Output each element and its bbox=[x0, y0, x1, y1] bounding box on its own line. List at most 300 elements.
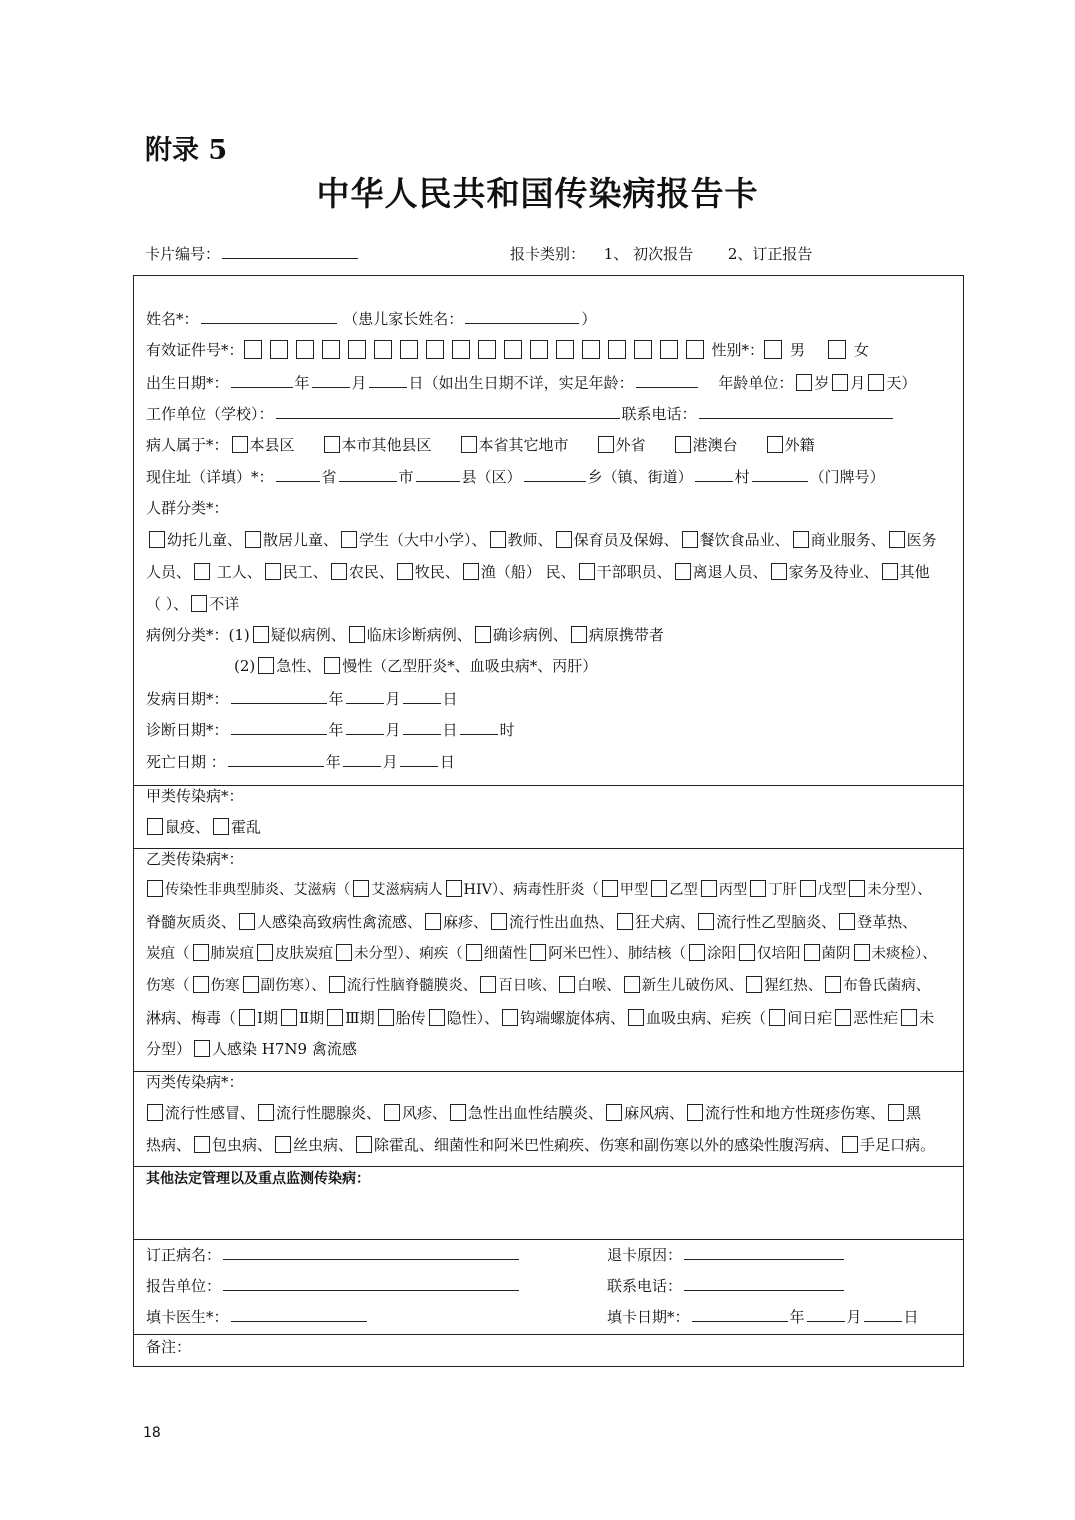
death-year-unit: 年 bbox=[325, 753, 341, 771]
addr-county-unit: 县（区） bbox=[461, 468, 522, 486]
id-digit-box[interactable] bbox=[296, 340, 314, 359]
option-checkbox[interactable] bbox=[698, 913, 714, 930]
option-label: 丁肝 bbox=[768, 882, 797, 898]
fill-month-field[interactable] bbox=[807, 1306, 845, 1322]
footer-phone-label: 联系电话： bbox=[607, 1277, 683, 1295]
class-c-line-1 bbox=[144, 1103, 921, 1123]
option-checkbox[interactable] bbox=[336, 944, 352, 961]
option-checkbox[interactable] bbox=[329, 976, 345, 993]
option-label: 钩端螺旋体病、 bbox=[520, 1009, 626, 1027]
id-digit-box[interactable] bbox=[452, 340, 470, 359]
option-checkbox[interactable] bbox=[571, 626, 587, 643]
option-label: 新生儿破伤风、 bbox=[641, 978, 744, 994]
option-label: 麻疹、 bbox=[443, 913, 489, 931]
option-label: 家务及待业、 bbox=[788, 563, 879, 581]
option-checkbox[interactable] bbox=[331, 563, 347, 580]
addr-county-field[interactable] bbox=[416, 466, 460, 482]
option-checkbox[interactable] bbox=[147, 1104, 163, 1121]
return-field[interactable] bbox=[684, 1244, 844, 1260]
option-label: 戊型 bbox=[817, 882, 847, 898]
phone-label: 联系电话： bbox=[621, 405, 697, 423]
class-b-section bbox=[134, 848, 963, 1071]
option-label: 恶性疟 bbox=[853, 1009, 899, 1027]
option-checkbox[interactable] bbox=[835, 1009, 851, 1026]
fill-year-field[interactable] bbox=[692, 1306, 788, 1322]
option-label: 确诊病例、 bbox=[492, 626, 568, 644]
option-checkbox[interactable] bbox=[888, 1104, 904, 1121]
diag-year-unit: 年 bbox=[328, 721, 344, 739]
option-checkbox[interactable] bbox=[750, 880, 766, 897]
option-label: 离退人员、 bbox=[692, 563, 768, 581]
class-b-line1-text: 传染性非典型肺炎、艾滋病（ bbox=[165, 882, 351, 898]
report-type-label: 报卡类别： bbox=[510, 245, 586, 263]
case-1-prefix: (1) bbox=[228, 626, 250, 644]
option-label: 菌阴 bbox=[821, 946, 851, 962]
birth-note: （如出生日期不详，实足年龄： bbox=[423, 374, 634, 392]
option-checkbox[interactable] bbox=[628, 1009, 644, 1026]
option-checkbox[interactable] bbox=[327, 1009, 343, 1026]
report-type-row bbox=[510, 243, 812, 264]
option-label: 血吸虫病、疟疾（ bbox=[646, 1009, 767, 1027]
fill-day-field[interactable] bbox=[864, 1306, 902, 1322]
option-checkbox[interactable] bbox=[579, 563, 595, 580]
option-label: 皮肤炭疽 bbox=[275, 946, 333, 962]
option-checkbox[interactable] bbox=[257, 944, 273, 961]
option-checkbox[interactable] bbox=[490, 531, 506, 548]
address-label: 现住址（详填）*： bbox=[146, 468, 274, 486]
belongs-label: 病人属于*： bbox=[146, 436, 229, 454]
option-label: 细菌性 bbox=[483, 946, 528, 962]
option-label: 布鲁氏菌病、 bbox=[843, 978, 931, 994]
age-month-checkbox[interactable] bbox=[832, 374, 848, 391]
option-checkbox[interactable] bbox=[463, 563, 479, 580]
class-c-section bbox=[134, 1071, 963, 1167]
diag-label: 诊断日期*： bbox=[146, 721, 229, 739]
case-row-2 bbox=[234, 656, 597, 676]
option-checkbox[interactable] bbox=[767, 436, 783, 453]
option-checkbox[interactable] bbox=[356, 1136, 372, 1153]
age-field[interactable] bbox=[636, 372, 698, 388]
option-label: 流行性和地方性斑疹伤寒、 bbox=[705, 1104, 886, 1122]
option-label: 农民、 bbox=[348, 563, 394, 581]
unit-row bbox=[146, 1275, 521, 1296]
option-label: 医务 bbox=[906, 531, 937, 549]
option-label: 霍乱 bbox=[231, 818, 262, 836]
option-label: 餐饮食品业、 bbox=[699, 531, 790, 549]
birth-day-field[interactable] bbox=[369, 372, 407, 388]
diag-month-field[interactable] bbox=[346, 719, 384, 735]
option-checkbox[interactable] bbox=[617, 913, 633, 930]
option-checkbox[interactable] bbox=[253, 626, 269, 643]
option-label: 白喉、 bbox=[577, 978, 621, 994]
class-b-line2-prefix: 脊髓灰质炎、 bbox=[146, 913, 237, 931]
fill-year-unit: 年 bbox=[789, 1308, 805, 1326]
option-label: 工人、 bbox=[212, 563, 262, 581]
option-checkbox[interactable] bbox=[147, 818, 163, 835]
option-label: 鼠疫、 bbox=[165, 818, 211, 836]
sex-female-checkbox[interactable] bbox=[828, 340, 846, 359]
option-label: 散居儿童、 bbox=[263, 531, 339, 549]
option-checkbox[interactable] bbox=[429, 1009, 445, 1026]
diag-day-unit: 日 bbox=[442, 721, 458, 739]
fill-date-label: 填卡日期*： bbox=[607, 1308, 690, 1326]
option-checkbox[interactable] bbox=[239, 1009, 255, 1026]
option-checkbox[interactable] bbox=[213, 818, 229, 835]
return-row bbox=[607, 1244, 846, 1265]
option-checkbox[interactable] bbox=[341, 531, 357, 548]
revised-row bbox=[146, 1244, 521, 1265]
class-b-line4-prefix: 伤寒（ bbox=[146, 978, 190, 994]
onset-month-unit: 月 bbox=[385, 690, 401, 708]
addr-door-unit: （门牌号） bbox=[809, 468, 885, 486]
option-checkbox[interactable] bbox=[245, 531, 261, 548]
option-checkbox[interactable] bbox=[602, 880, 618, 897]
death-row bbox=[146, 751, 455, 772]
footer-phone-field[interactable] bbox=[684, 1275, 844, 1291]
option-checkbox[interactable] bbox=[149, 531, 165, 548]
report-type-revised[interactable]: 2、订正报告 bbox=[727, 245, 813, 263]
report-type-initial[interactable]: 1、 初次报告 bbox=[603, 245, 694, 263]
age-unit-label: 年龄单位： bbox=[718, 374, 794, 392]
addr-province-field[interactable] bbox=[276, 466, 320, 482]
onset-year-unit: 年 bbox=[328, 690, 344, 708]
option-checkbox[interactable] bbox=[889, 531, 905, 548]
option-checkbox[interactable] bbox=[275, 1136, 291, 1153]
group-label: 人群分类*： bbox=[146, 499, 229, 517]
option-checkbox[interactable] bbox=[771, 563, 787, 580]
option-checkbox[interactable] bbox=[194, 563, 210, 580]
birth-month-field[interactable] bbox=[312, 372, 350, 388]
option-label: 涂阳 bbox=[707, 946, 736, 962]
option-checkbox[interactable] bbox=[353, 880, 369, 897]
id-digit-box[interactable] bbox=[556, 340, 574, 359]
addr-city-field[interactable] bbox=[339, 466, 397, 482]
option-checkbox[interactable] bbox=[461, 436, 477, 453]
id-digit-box[interactable] bbox=[660, 340, 678, 359]
id-digit-box[interactable] bbox=[582, 340, 600, 359]
option-label: 流行性脑脊髓膜炎、 bbox=[346, 978, 478, 994]
option-checkbox[interactable] bbox=[258, 1104, 274, 1121]
group-line-3 bbox=[146, 594, 239, 614]
id-label: 有效证件号*： bbox=[146, 341, 244, 359]
option-checkbox[interactable] bbox=[480, 976, 496, 993]
option-label: 疑似病例、 bbox=[270, 626, 346, 644]
onset-year-field[interactable] bbox=[231, 688, 327, 704]
option-label: 未痰检）、 bbox=[871, 946, 937, 962]
name-label: 姓名*： bbox=[146, 310, 199, 328]
option-checkbox[interactable] bbox=[349, 626, 365, 643]
birth-month-unit: 月 bbox=[351, 374, 367, 392]
footer-section bbox=[134, 1239, 963, 1335]
sex-male-label: 男 bbox=[790, 341, 806, 359]
addr-town-field[interactable] bbox=[524, 466, 586, 482]
id-digit-box[interactable] bbox=[634, 340, 652, 359]
case-row-1 bbox=[146, 625, 664, 645]
option-label: 丝虫病、 bbox=[293, 1136, 354, 1154]
footer-phone-row bbox=[607, 1275, 846, 1296]
option-checkbox[interactable] bbox=[194, 1040, 210, 1057]
birth-label: 出生日期*： bbox=[146, 374, 229, 392]
phone-field[interactable] bbox=[699, 403, 893, 419]
option-checkbox[interactable] bbox=[800, 880, 816, 897]
doctor-field[interactable] bbox=[231, 1306, 367, 1322]
option-label: 本市其他县区 bbox=[341, 436, 432, 454]
option-label: HIV）、病毒性肝炎（ bbox=[463, 882, 599, 898]
group-line3-prefix: （ ）、 bbox=[146, 595, 189, 613]
option-checkbox[interactable] bbox=[675, 563, 691, 580]
option-label: 病原携带者 bbox=[588, 626, 664, 644]
sars-aids-checkbox[interactable] bbox=[147, 880, 163, 897]
id-digit-box[interactable] bbox=[400, 340, 418, 359]
parent-name-field[interactable] bbox=[465, 308, 579, 324]
option-label: 外籍 bbox=[784, 436, 815, 454]
diag-hour-unit: 时 bbox=[499, 721, 515, 739]
option-checkbox[interactable] bbox=[624, 976, 640, 993]
option-checkbox[interactable] bbox=[606, 1104, 622, 1121]
class-b-line-1 bbox=[144, 880, 931, 900]
age-month-label: 月 bbox=[850, 374, 866, 392]
option-label: 流行性腮腺炎、 bbox=[276, 1104, 382, 1122]
option-checkbox[interactable] bbox=[446, 880, 462, 897]
id-digit-box[interactable] bbox=[504, 340, 522, 359]
option-checkbox[interactable] bbox=[687, 1104, 703, 1121]
option-label: 本县区 bbox=[249, 436, 295, 454]
option-checkbox[interactable] bbox=[281, 1009, 297, 1026]
addr-province-unit: 省 bbox=[321, 468, 337, 486]
option-label: 登革热、 bbox=[857, 913, 918, 931]
option-checkbox[interactable] bbox=[793, 531, 809, 548]
class-b-line-2 bbox=[146, 912, 917, 932]
option-checkbox[interactable] bbox=[839, 913, 855, 930]
work-label: 工作单位（学校）： bbox=[146, 405, 274, 423]
option-label: 猩红热、 bbox=[764, 978, 823, 994]
birth-row bbox=[146, 372, 916, 393]
age-day-checkbox[interactable] bbox=[868, 374, 884, 391]
death-month-field[interactable] bbox=[343, 751, 381, 767]
class-a-items bbox=[144, 817, 261, 837]
option-checkbox[interactable] bbox=[265, 563, 281, 580]
class-b-line3-prefix: 炭疽（ bbox=[146, 946, 190, 962]
parent-close: ） bbox=[581, 310, 597, 328]
option-label: 商业服务、 bbox=[810, 531, 886, 549]
addr-city-unit: 市 bbox=[398, 468, 414, 486]
option-checkbox[interactable] bbox=[397, 563, 413, 580]
remark-label: 备注： bbox=[146, 1338, 192, 1356]
death-day-unit: 日 bbox=[439, 753, 455, 771]
class-c-line-2 bbox=[146, 1135, 935, 1155]
option-label: 艾滋病病人 bbox=[371, 882, 443, 898]
option-checkbox[interactable] bbox=[193, 944, 209, 961]
option-checkbox[interactable] bbox=[598, 436, 614, 453]
parent-name-label: （患儿家长姓名： bbox=[343, 310, 464, 328]
class-b-label: 乙类传染病*： bbox=[146, 850, 244, 868]
option-checkbox[interactable] bbox=[746, 976, 762, 993]
group-line-1 bbox=[146, 530, 937, 550]
option-label: 黑 bbox=[906, 1104, 922, 1122]
sex-male-checkbox[interactable] bbox=[764, 340, 782, 359]
diag-year-field[interactable] bbox=[231, 719, 327, 735]
option-checkbox[interactable] bbox=[804, 944, 820, 961]
card-number-label: 卡片编号： bbox=[145, 245, 221, 263]
option-checkbox[interactable] bbox=[193, 976, 209, 993]
onset-day-unit: 日 bbox=[442, 690, 458, 708]
sex-female-label: 女 bbox=[853, 341, 869, 359]
option-label: 副伤寒）、 bbox=[260, 978, 326, 994]
address-row bbox=[146, 466, 885, 487]
option-checkbox[interactable] bbox=[825, 976, 841, 993]
diag-hour-field[interactable] bbox=[460, 719, 498, 735]
age-year-checkbox[interactable] bbox=[796, 374, 812, 391]
option-label: 教师、 bbox=[507, 531, 553, 549]
belongs-options bbox=[229, 436, 841, 454]
page-title: 中华人民共和国传染病报告卡 bbox=[316, 174, 759, 213]
class-b-line6-prefix: 分型） bbox=[146, 1040, 192, 1058]
option-label: 乙型 bbox=[669, 882, 698, 898]
onset-label: 发病日期*： bbox=[146, 690, 229, 708]
option-checkbox[interactable] bbox=[384, 1104, 400, 1121]
option-checkbox[interactable] bbox=[378, 1009, 394, 1026]
id-digit-box[interactable] bbox=[426, 340, 444, 359]
option-label: 民工、 bbox=[282, 563, 328, 581]
diag-day-field[interactable] bbox=[403, 719, 441, 735]
option-checkbox[interactable] bbox=[842, 1136, 858, 1153]
option-label: 除霍乱、细菌性和阿米巴性痢疾、伤寒和副伤寒以外的感染性腹泻病、 bbox=[374, 1136, 840, 1154]
option-label: 外省 bbox=[615, 436, 646, 454]
class-b-line-4 bbox=[146, 976, 930, 996]
case-2-prefix: (2) bbox=[234, 657, 256, 675]
name-row bbox=[146, 308, 596, 329]
onset-day-field[interactable] bbox=[403, 688, 441, 704]
return-label: 退卡原因： bbox=[607, 1246, 683, 1264]
option-label: Ⅲ期 bbox=[345, 1009, 375, 1027]
id-digit-box[interactable] bbox=[244, 340, 262, 359]
group-label-row bbox=[146, 498, 229, 518]
onset-month-field[interactable] bbox=[346, 688, 384, 704]
option-label: 学生（大中小学）、 bbox=[359, 531, 487, 549]
option-label: 未 bbox=[919, 1009, 935, 1027]
class-b-line5-prefix: 淋病、梅毒（ bbox=[146, 1009, 237, 1027]
option-checkbox[interactable] bbox=[194, 1136, 210, 1153]
option-checkbox[interactable] bbox=[556, 531, 572, 548]
option-label: 慢性（乙型肝炎*、血吸虫病*、丙肝） bbox=[342, 657, 598, 675]
option-label: 人感染高致病性禽流感、 bbox=[257, 913, 423, 931]
work-field[interactable] bbox=[276, 403, 620, 419]
option-checkbox[interactable] bbox=[239, 913, 255, 930]
onset-row bbox=[146, 688, 458, 709]
id-digit-box[interactable] bbox=[270, 340, 288, 359]
age-day-label: 天） bbox=[886, 374, 917, 392]
class-b-line-5 bbox=[146, 1008, 934, 1028]
option-checkbox[interactable] bbox=[243, 976, 259, 993]
option-label: 间日疟 bbox=[787, 1009, 833, 1027]
option-label: 渔（船） 民、 bbox=[480, 563, 576, 581]
death-day-field[interactable] bbox=[400, 751, 438, 767]
option-checkbox[interactable] bbox=[682, 531, 698, 548]
name-field[interactable] bbox=[201, 308, 337, 324]
option-label: 人感染 H7N9 禽流感 bbox=[212, 1040, 357, 1058]
option-checkbox[interactable] bbox=[324, 436, 340, 453]
other-label: 其他法定管理以及重点监测传染病： bbox=[146, 1171, 370, 1187]
option-label: 狂犬病、 bbox=[635, 913, 696, 931]
option-checkbox[interactable] bbox=[769, 1009, 785, 1026]
option-checkbox[interactable] bbox=[502, 1009, 518, 1026]
unit-field[interactable] bbox=[223, 1275, 519, 1291]
case-label: 病例分类*： bbox=[146, 626, 229, 644]
id-boxes bbox=[244, 341, 712, 359]
option-checkbox[interactable] bbox=[701, 880, 717, 897]
option-label: 急性出血性结膜炎、 bbox=[468, 1104, 604, 1122]
page-number: 18 bbox=[143, 1425, 161, 1441]
addr-village-field[interactable] bbox=[695, 466, 733, 482]
id-digit-box[interactable] bbox=[608, 340, 626, 359]
option-checkbox[interactable] bbox=[324, 657, 340, 674]
option-checkbox[interactable] bbox=[882, 563, 898, 580]
fill-day-unit: 日 bbox=[903, 1308, 919, 1326]
id-digit-box[interactable] bbox=[478, 340, 496, 359]
option-checkbox[interactable] bbox=[849, 880, 865, 897]
option-checkbox[interactable] bbox=[689, 944, 705, 961]
option-label: 急性、 bbox=[276, 657, 322, 675]
unit-label: 报告单位： bbox=[146, 1277, 222, 1295]
id-digit-box[interactable] bbox=[348, 340, 366, 359]
option-label: 保育员及保姆、 bbox=[573, 531, 679, 549]
death-year-field[interactable] bbox=[228, 751, 324, 767]
option-label: 甲型 bbox=[619, 882, 649, 898]
option-checkbox[interactable] bbox=[450, 1104, 466, 1121]
id-digit-box[interactable] bbox=[374, 340, 392, 359]
card-number-field[interactable] bbox=[222, 243, 358, 259]
option-checkbox[interactable] bbox=[191, 595, 207, 612]
option-checkbox[interactable] bbox=[854, 944, 870, 961]
option-label: 百日咳、 bbox=[498, 978, 557, 994]
id-digit-box[interactable] bbox=[530, 340, 548, 359]
option-checkbox[interactable] bbox=[651, 880, 667, 897]
option-checkbox[interactable] bbox=[466, 944, 482, 961]
id-digit-box[interactable] bbox=[686, 340, 704, 359]
option-checkbox[interactable] bbox=[491, 913, 507, 930]
death-month-unit: 月 bbox=[382, 753, 398, 771]
option-checkbox[interactable] bbox=[739, 944, 755, 961]
option-checkbox[interactable] bbox=[530, 944, 546, 961]
id-digit-box[interactable] bbox=[322, 340, 340, 359]
option-label: 临床诊断病例、 bbox=[366, 626, 472, 644]
option-label: 干部职员、 bbox=[596, 563, 672, 581]
option-label: 麻风病、 bbox=[624, 1104, 685, 1122]
option-checkbox[interactable] bbox=[901, 1009, 917, 1026]
option-checkbox[interactable] bbox=[475, 626, 491, 643]
birth-year-field[interactable] bbox=[231, 372, 293, 388]
option-label: 丙型 bbox=[718, 882, 748, 898]
belongs-row bbox=[146, 435, 841, 455]
revised-field[interactable] bbox=[223, 1244, 519, 1260]
option-checkbox[interactable] bbox=[258, 657, 274, 674]
option-checkbox[interactable] bbox=[559, 976, 575, 993]
option-checkbox[interactable] bbox=[675, 436, 691, 453]
revised-label: 订正病名： bbox=[146, 1246, 222, 1264]
addr-door-field[interactable] bbox=[752, 466, 808, 482]
option-label: Ⅱ期 bbox=[298, 1009, 325, 1027]
option-label: 阿米巴性）、肺结核（ bbox=[548, 946, 686, 962]
fill-date-row bbox=[607, 1306, 919, 1327]
option-label: 肺炭疽 bbox=[210, 946, 254, 962]
doctor-row bbox=[146, 1306, 369, 1327]
birth-day-unit: 日 bbox=[408, 374, 424, 392]
doctor-label: 填卡医生*： bbox=[146, 1308, 229, 1326]
report-card bbox=[133, 275, 964, 1367]
option-checkbox[interactable] bbox=[425, 913, 441, 930]
class-c-label: 丙类传染病*： bbox=[146, 1073, 244, 1091]
option-checkbox[interactable] bbox=[232, 436, 248, 453]
